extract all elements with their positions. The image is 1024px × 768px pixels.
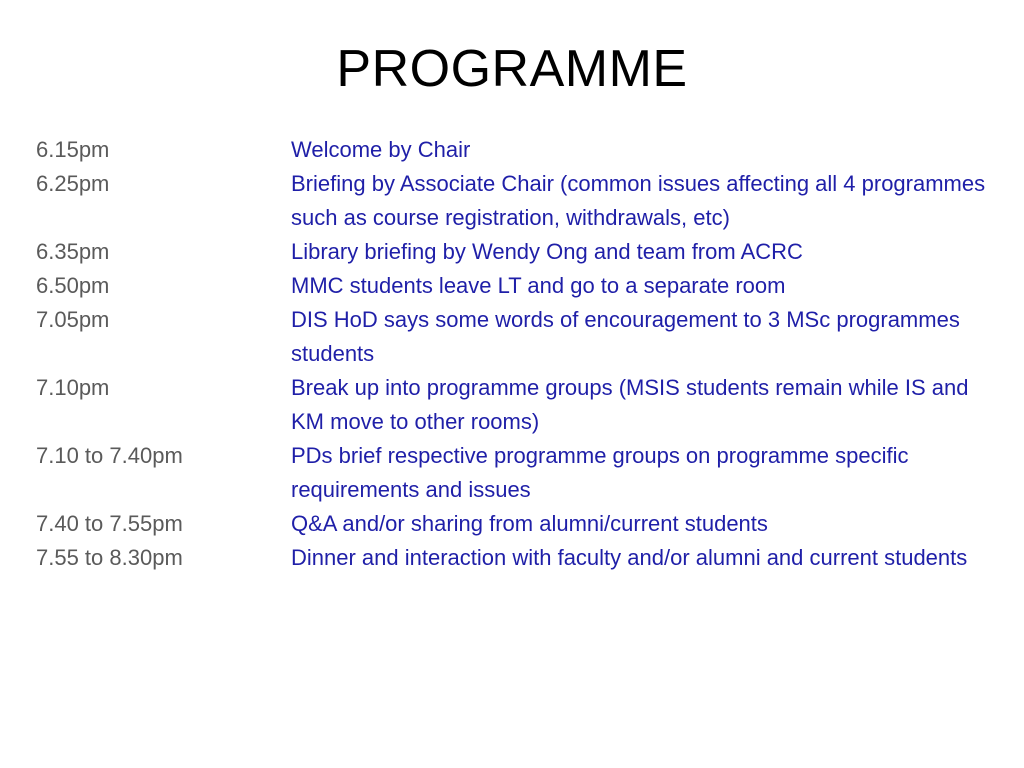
schedule-time: 6.50pm [36,273,110,298]
schedule-row [36,269,996,303]
schedule-table [36,133,996,575]
schedule-description: Welcome by Chair [291,137,471,162]
schedule-description: MMC students leave LT and go to a separate room [291,273,786,298]
schedule-description: Break up into programme groups (MSIS students remain while IS and KM move to other rooms) [291,375,969,434]
schedule-time: 6.35pm [36,239,110,264]
schedule-row [36,541,996,575]
schedule-time: 7.10 to 7.40pm [36,443,183,468]
schedule-description: PDs brief respective programme groups on programme specific requirements and issues [291,443,909,502]
schedule-description: Briefing by Associate Chair (common issues affecting all 4 programmes such as course registration, withdrawals, etc) [291,171,986,230]
schedule-description: DIS HoD says some words of encouragement to 3 MSc programmes students [291,307,960,366]
schedule-time: 6.25pm [36,171,110,196]
schedule-row [36,439,996,507]
schedule-description: Q&A and/or sharing from alumni/current students [291,511,768,536]
schedule-row [36,235,996,269]
schedule-row [36,303,996,371]
slide-title: PROGRAMME [336,40,688,98]
schedule-description: Dinner and interaction with faculty and/or alumni and current students [291,545,968,570]
schedule-time: 6.15pm [36,137,110,162]
schedule-time: 7.55 to 8.30pm [36,545,183,570]
schedule-time: 7.05pm [36,307,110,332]
schedule-time: 7.40 to 7.55pm [36,511,183,536]
schedule-row [36,167,996,235]
schedule-row [36,507,996,541]
schedule-row [36,133,996,167]
schedule-time: 7.10pm [36,375,110,400]
schedule-description: Library briefing by Wendy Ong and team from ACRC [291,239,803,264]
schedule-row [36,371,996,439]
